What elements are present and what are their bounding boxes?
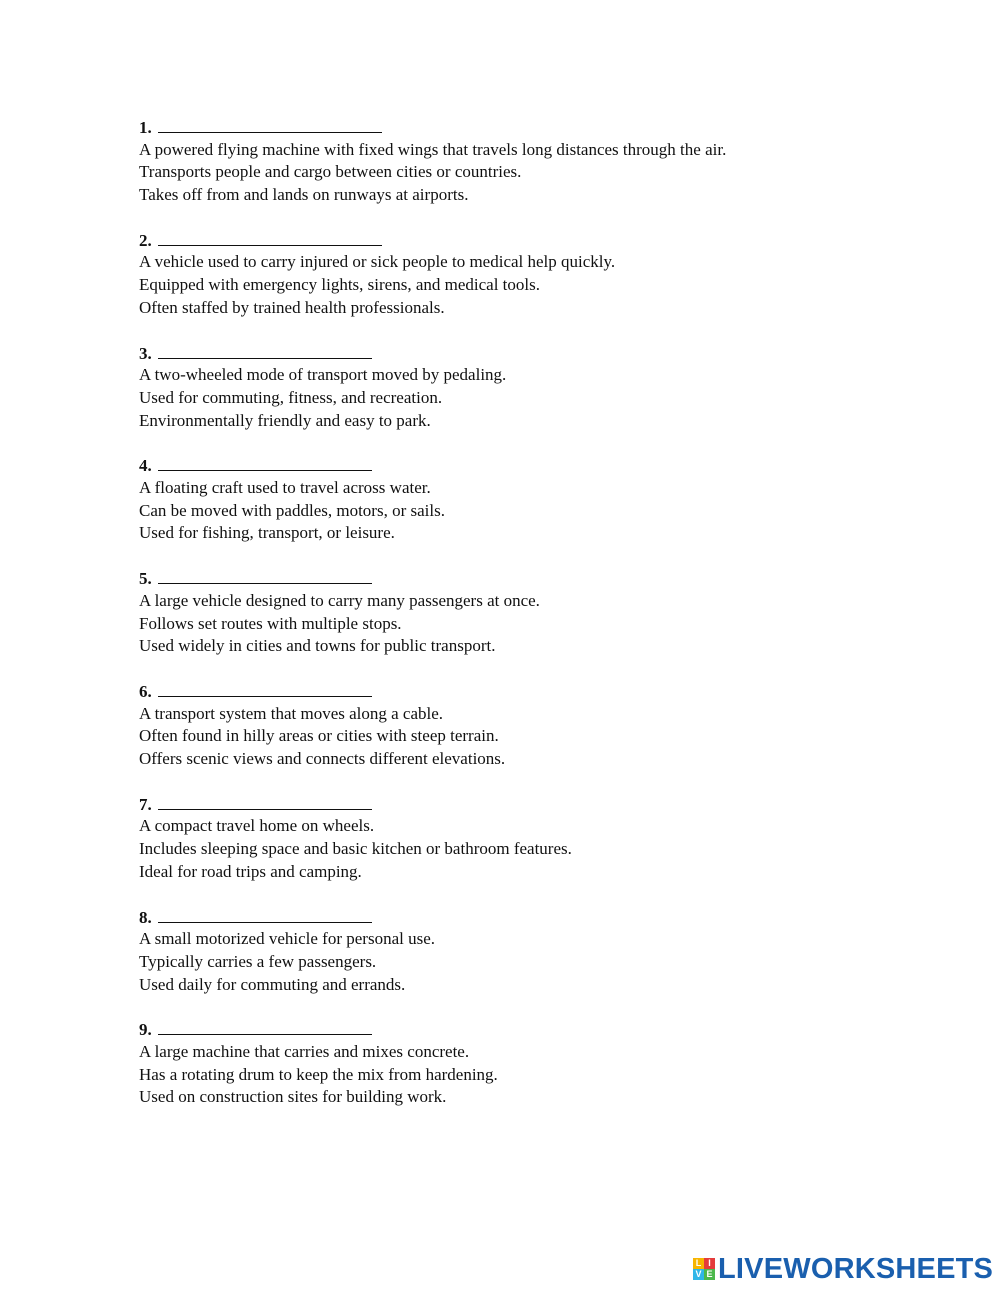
logo-mark-letter: V [693, 1269, 704, 1280]
question-number: 7. [139, 794, 152, 814]
question-number: 5. [139, 569, 152, 589]
question-header [139, 229, 899, 252]
question-number: 3. [139, 343, 152, 363]
clue-line: Used widely in cities and towns for public transport. [139, 636, 496, 656]
question-3 [139, 342, 899, 433]
question-header [139, 906, 899, 929]
question-number: 2. [139, 230, 152, 250]
question-header [139, 116, 899, 139]
clue-line: Can be moved with paddles, motors, or sails. [139, 500, 445, 520]
question-header [139, 793, 899, 816]
question-number: 8. [139, 907, 152, 927]
answer-blank[interactable] [158, 906, 372, 923]
clue-line: A two-wheeled mode of transport moved by pedaling. [139, 365, 507, 385]
clue-line: Often staffed by trained health professionals. [139, 297, 445, 317]
question-6 [139, 680, 899, 771]
question-header [139, 1018, 899, 1041]
clue-line: Often found in hilly areas or cities with steep terrain. [139, 726, 499, 746]
answer-blank[interactable] [158, 793, 372, 810]
question-header [139, 454, 899, 477]
answer-blank[interactable] [158, 229, 382, 246]
clue-line: Offers scenic views and connects different elevations. [139, 749, 506, 769]
question-8 [139, 906, 899, 997]
logo-mark-icon [693, 1258, 715, 1280]
question-4 [139, 454, 899, 545]
clue-line: A small motorized vehicle for personal use. [139, 929, 435, 949]
answer-blank[interactable] [158, 1018, 372, 1035]
question-number: 4. [139, 456, 152, 476]
clue-line: Takes off from and lands on runways at airports. [139, 185, 469, 205]
question-2 [139, 229, 899, 320]
clue-line: Equipped with emergency lights, sirens, and medical tools. [139, 275, 540, 295]
clue-line: A powered flying machine with fixed wings that travels long distances through the air. [139, 139, 727, 159]
clue-line: A large machine that carries and mixes concrete. [139, 1042, 470, 1062]
worksheet [139, 116, 899, 1131]
logo-mark-letter: L [693, 1258, 704, 1269]
clue-line: Used daily for commuting and errands. [139, 974, 406, 994]
question-5 [139, 567, 899, 658]
question-number: 6. [139, 681, 152, 701]
clue-line: A vehicle used to carry injured or sick people to medical help quickly. [139, 252, 616, 272]
clue-line: Used for fishing, transport, or leisure. [139, 523, 395, 543]
clue-line: Ideal for road trips and camping. [139, 861, 362, 881]
question-header [139, 567, 899, 590]
answer-blank[interactable] [158, 342, 372, 359]
clue-line: Has a rotating drum to keep the mix from hardening. [139, 1064, 498, 1084]
question-9 [139, 1018, 899, 1109]
question-1 [139, 116, 899, 207]
answer-blank[interactable] [158, 567, 372, 584]
clue-line: A transport system that moves along a cable. [139, 703, 444, 723]
clue-line: Typically carries a few passengers. [139, 951, 377, 971]
clue-line: A large vehicle designed to carry many passengers at once. [139, 590, 540, 610]
question-number: 1. [139, 118, 152, 137]
logo-mark-letter: I [704, 1258, 715, 1269]
clue-line: A floating craft used to travel across water. [139, 478, 431, 498]
clue-line: Environmentally friendly and easy to park. [139, 410, 431, 430]
logo-mark-letter: E [704, 1269, 715, 1280]
clue-line: Used for commuting, fitness, and recreation. [139, 387, 443, 407]
answer-blank[interactable] [158, 680, 372, 697]
question-header [139, 342, 899, 365]
logo-text: LIVEWORKSHEETS [718, 1253, 994, 1285]
liveworksheets-logo [693, 1254, 993, 1284]
question-7 [139, 793, 899, 884]
clue-line: A compact travel home on wheels. [139, 816, 375, 836]
answer-blank[interactable] [158, 116, 382, 133]
clue-line: Follows set routes with multiple stops. [139, 613, 402, 633]
question-header [139, 680, 899, 703]
clue-line: Transports people and cargo between cities or countries. [139, 162, 522, 182]
answer-blank[interactable] [158, 454, 372, 471]
clue-line: Used on construction sites for building work. [139, 1087, 447, 1107]
clue-line: Includes sleeping space and basic kitchen or bathroom features. [139, 839, 572, 859]
question-number: 9. [139, 1020, 152, 1040]
